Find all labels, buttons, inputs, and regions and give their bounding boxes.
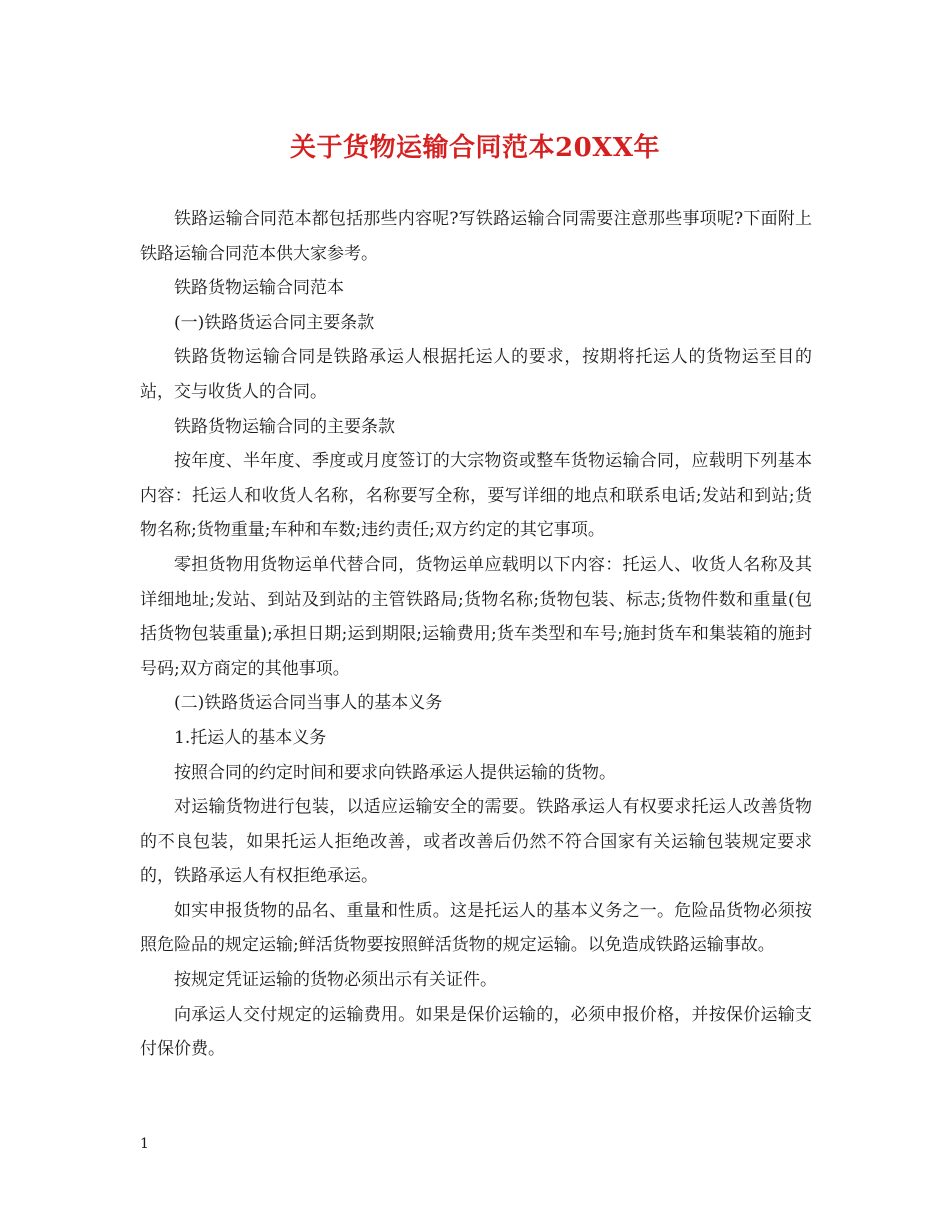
paragraph: 零担货物用货物运单代替合同，货物运单应载明以下内容：托运人、收货人名称及其详细地址;发站、到站及到站的主管铁路局;货物名称;货物包装、标志;货物件数和重量(包括货物包装重量);承担日期;运到期限;运输费用;货车类型和车号;施封货车和集装箱的施封号码;双方商定的其他事项。	[140, 554, 812, 679]
paragraph: 铁路货物运输合同的主要条款	[174, 416, 395, 437]
paragraph: 铁路货物运输合同是铁路承运人根据托运人的要求，按期将托运人的货物运至目的站，交与收货人的合同。	[140, 347, 812, 402]
paragraph: 向承运人交付规定的运输费用。如果是保价运输的，必须申报价格，并按保价运输支付保价费。	[140, 1004, 812, 1060]
paragraph: 铁路货物运输合同范本	[174, 278, 344, 299]
paragraph: (一)铁路货运合同主要条款	[174, 312, 375, 333]
paragraph: 1.托运人的基本义务	[174, 727, 327, 748]
paragraph: 对运输货物进行包装，以适应运输安全的需要。铁路承运人有权要求托运人改善货物的不良包装，如果托运人拒绝改善，或者改善后仍然不符合国家有关运输包装规定要求的，铁路承运人有权拒绝承运。	[140, 797, 812, 887]
paragraph: 如实申报货物的品名、重量和性质。这是托运人的基本义务之一。危险品货物必须按照危险品的规定运输;鲜活货物要按照鲜活货物的规定运输。以免造成铁路运输事故。	[140, 900, 812, 956]
paragraph: 按年度、半年度、季度或月度签订的大宗物资或整车货物运输合同，应载明下列基本内容：托运人和收货人名称，名称要写全称，要写详细的地点和联系电话;发站和到站;货物名称;货物重量;车种和车数;违约责任;双方约定的其它事项。	[140, 451, 812, 541]
paragraph: (二)铁路货运合同当事人的基本义务	[174, 693, 443, 714]
document-body	[140, 202, 812, 1067]
paragraph: 按照合同的约定时间和要求向铁路承运人提供运输的货物。	[174, 762, 616, 783]
document-title: 关于货物运输合同范本20XX年	[289, 133, 661, 163]
paragraph: 按规定凭证运输的货物必须出示有关证件。	[174, 970, 497, 991]
page-number: 1	[140, 1136, 149, 1152]
paragraph: 铁路运输合同范本都包括那些内容呢?写铁路运输合同需要注意那些事项呢?下面附上铁路运输合同范本供大家参考。	[140, 209, 812, 264]
